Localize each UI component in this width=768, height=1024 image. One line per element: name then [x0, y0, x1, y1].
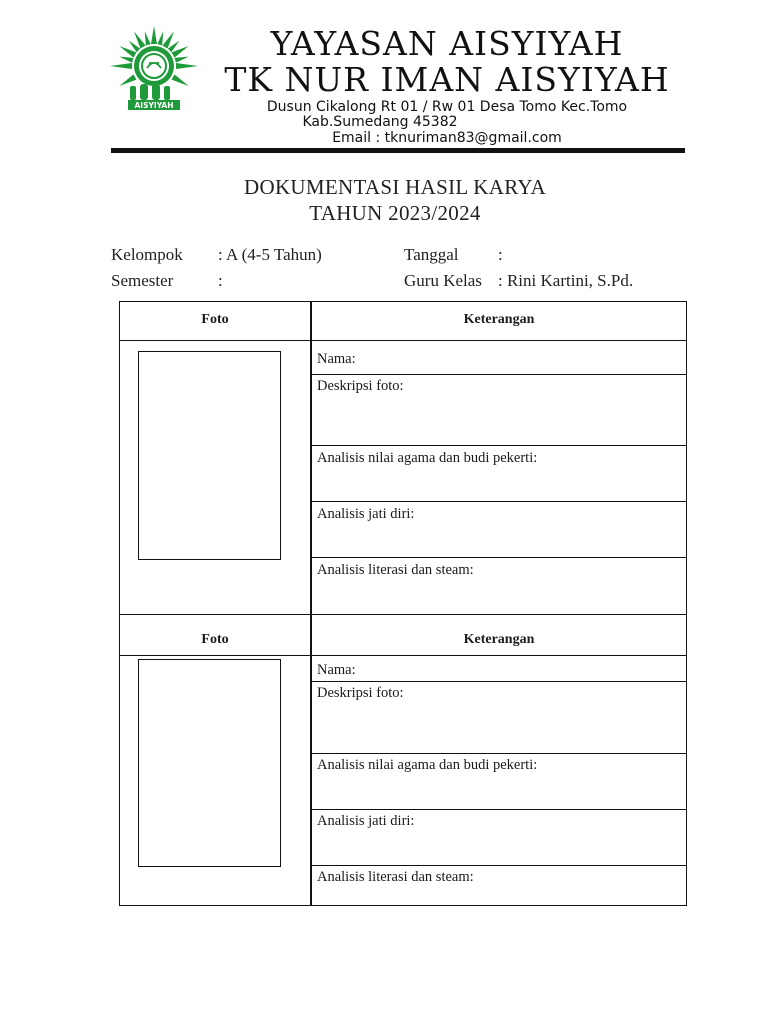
- keterangan-header: Keterangan: [463, 632, 535, 647]
- section-divider: [119, 614, 687, 615]
- guru-kelas-value: : Rini Kartini, S.Pd.: [498, 271, 634, 290]
- document-title: DOKUMENTASI HASIL KARYA: [244, 175, 546, 199]
- table-row-divider: [311, 445, 687, 446]
- foto-header: Foto: [201, 632, 229, 647]
- address-line-2: Kab.Sumedang 45382: [302, 114, 458, 130]
- kelompok-label: Kelompok: [111, 245, 183, 264]
- photo-placeholder[interactable]: [138, 351, 281, 560]
- semester-label: Semester: [111, 271, 174, 290]
- semester-value: :: [218, 271, 223, 290]
- table-row-divider: [311, 374, 687, 375]
- table-row-divider: [119, 655, 687, 656]
- table-column-divider: [310, 301, 312, 906]
- photo-placeholder[interactable]: [138, 659, 281, 867]
- logo-text: AISYIYAH: [134, 101, 174, 110]
- table-row-divider: [311, 501, 687, 502]
- tanggal-label: Tanggal: [404, 245, 459, 264]
- field-deskripsi-foto: Deskripsi foto:: [317, 378, 404, 394]
- email-line: Email : tknuriman83@gmail.com: [332, 130, 562, 146]
- aisyiyah-logo-icon: [106, 24, 202, 110]
- guru-kelas-label: Guru Kelas: [404, 271, 482, 290]
- field-analisis-agama: Analisis nilai agama dan budi pekerti:: [317, 450, 538, 466]
- tanggal-value: :: [498, 245, 503, 264]
- field-nama: Nama:: [317, 351, 356, 367]
- table-row-divider: [311, 865, 687, 866]
- field-analisis-jati-diri: Analisis jati diri:: [317, 506, 415, 522]
- school-name: TK NUR IMAN AISYIYAH: [224, 60, 670, 99]
- letterhead-divider: [111, 148, 685, 153]
- organization-name: YAYASAN AISYIYAH: [270, 24, 624, 63]
- field-deskripsi-foto: Deskripsi foto:: [317, 685, 404, 701]
- foto-header: Foto: [201, 312, 229, 327]
- field-analisis-jati-diri: Analisis jati diri:: [317, 813, 415, 829]
- table-row-divider: [311, 681, 687, 682]
- field-analisis-literasi: Analisis literasi dan steam:: [317, 562, 474, 578]
- address-line-1: Dusun Cikalong Rt 01 / Rw 01 Desa Tomo Kec.Tomo: [266, 99, 628, 115]
- field-analisis-literasi: Analisis literasi dan steam:: [317, 869, 474, 885]
- table-row-divider: [311, 557, 687, 558]
- table-row-divider: [311, 809, 687, 810]
- kelompok-value: : A (4-5 Tahun): [218, 245, 322, 264]
- document-year: TAHUN 2023/2024: [309, 201, 481, 225]
- table-row-divider: [119, 340, 687, 341]
- field-nama: Nama:: [317, 662, 356, 678]
- keterangan-header: Keterangan: [463, 312, 535, 327]
- field-analisis-agama: Analisis nilai agama dan budi pekerti:: [317, 757, 538, 773]
- table-row-divider: [311, 753, 687, 754]
